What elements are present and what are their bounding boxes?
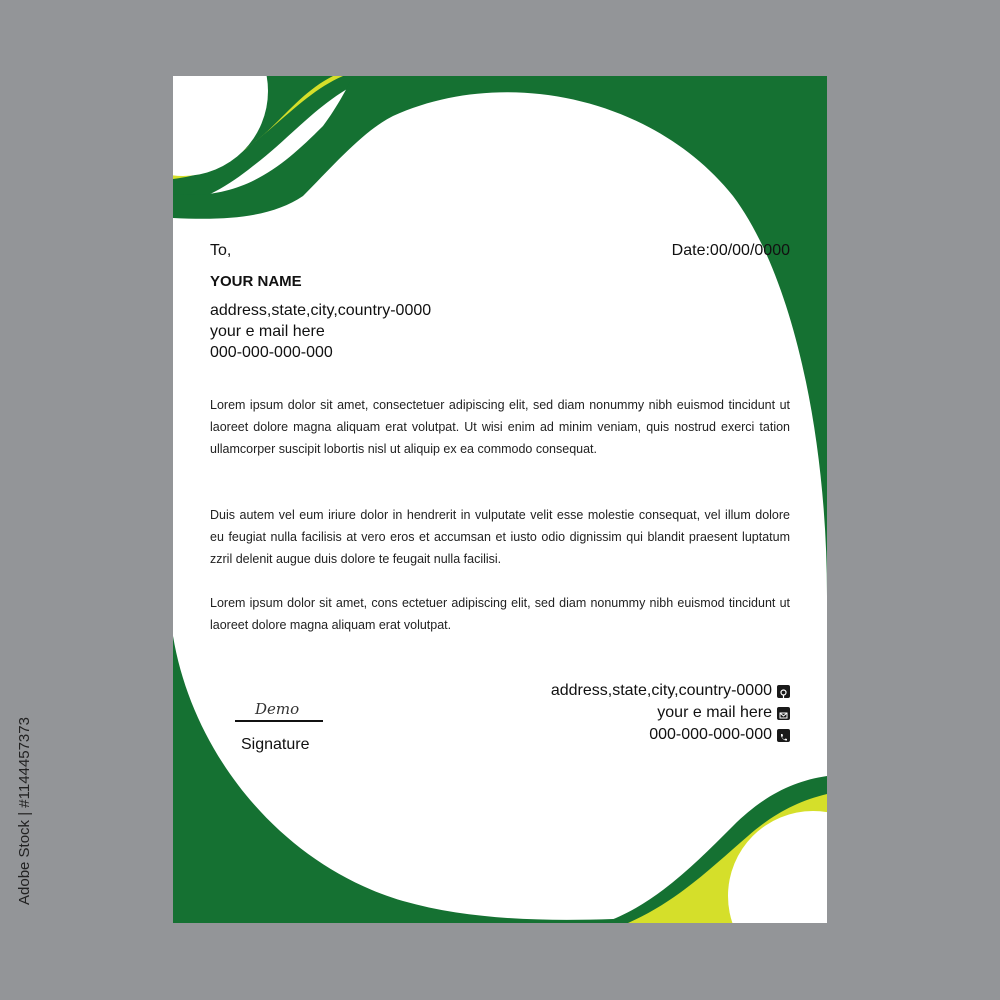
footer-phone: 000-000-000-000 bbox=[649, 726, 772, 743]
recipient-details bbox=[210, 300, 431, 363]
letterhead-sheet bbox=[173, 76, 827, 923]
location-icon bbox=[777, 685, 790, 698]
footer-phone-row bbox=[551, 724, 790, 746]
body-paragraph-3: Lorem ipsum dolor sit amet, cons ectetuer adipiscing elit, sed diam nonummy nibh euismod tincidunt ut laoreet dolore magna aliquam erat volutpat. bbox=[210, 596, 790, 632]
recipient-email: your e mail here bbox=[210, 323, 325, 340]
mail-icon bbox=[777, 707, 790, 720]
body-paragraph-2: Duis autem vel eum iriure dolor in hendrerit in vulputate velit esse molestie consequat, vel illum dolore eu feugiat nulla facilisis at vero eros et accumsan et iusto odio dignissim qui blandit praesent luptatum zzril delenit augue duis dolore te feugait nulla facilisi. bbox=[210, 508, 790, 566]
stock-credit: Adobe Stock | #1144457373 bbox=[16, 717, 33, 905]
phone-icon bbox=[777, 729, 790, 742]
footer-address-row bbox=[551, 680, 790, 702]
body-paragraph-1: Lorem ipsum dolor sit amet, consectetuer adipiscing elit, sed diam nonummy nibh euismod tincidunt ut laoreet dolore magna aliquam erat volutpat. Ut wisi enim ad minim veniam, quis nostrud exerci tation ullamcorper suscipit lobortis nisl ut aliquip ex ea commodo consequat. bbox=[210, 398, 790, 456]
signature-label: Signature bbox=[241, 736, 310, 753]
decorative-waves bbox=[173, 76, 827, 923]
footer-email: your e mail here bbox=[657, 704, 772, 721]
signature-script: Demo bbox=[255, 700, 300, 718]
footer-address: address,state,city,country-0000 bbox=[550, 682, 772, 699]
to-label: To, bbox=[210, 242, 232, 259]
footer-contact bbox=[551, 680, 790, 746]
signature-line bbox=[235, 720, 323, 722]
footer-email-row bbox=[551, 702, 790, 724]
recipient-phone: 000-000-000-000 bbox=[210, 344, 333, 361]
recipient-address: address,state,city,country-0000 bbox=[210, 302, 432, 319]
date-field: Date:00/00/0000 bbox=[671, 242, 790, 259]
recipient-name: YOUR NAME bbox=[210, 273, 302, 290]
